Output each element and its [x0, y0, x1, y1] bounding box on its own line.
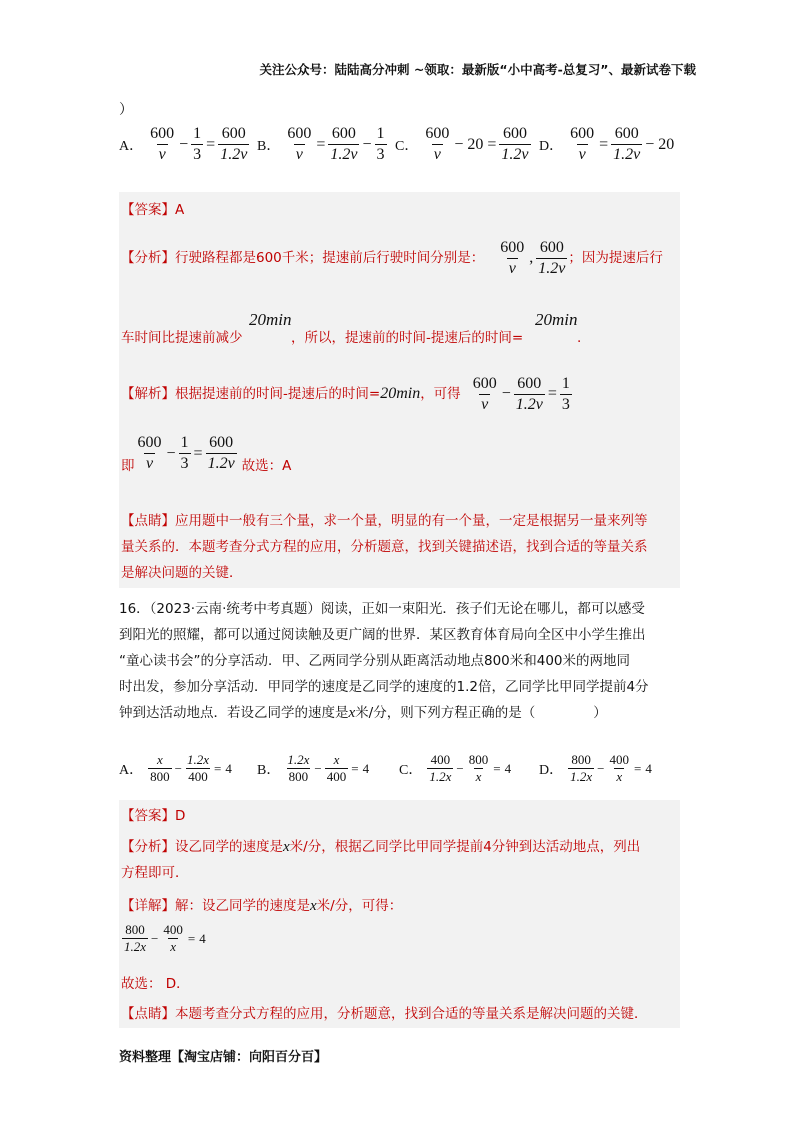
- q15-jiexi-line: 【解析】 根据提速前的时间-提速后的时间= 20min ，可得 $\frac{600}{v}$ − $\frac{600}{1.2v}$ = $\frac{1}{3}$: [121, 374, 570, 413]
- q16-guxuan: 故选： D．: [121, 976, 190, 992]
- q15-ji-line: 即 $\frac{600}{v}$ − $\frac{1}{3}$ = $\frac{600}{1.2v}$ 故选：A: [121, 434, 292, 474]
- q16-option-b: B． $\frac{1.2x}{800}$ − $\frac{x}{400}$ = 4: [257, 752, 370, 784]
- q15-option-b: B． $\frac{600}{v}$ = $\frac{600}{1.2v}$ − $\frac{1}{3}$: [257, 125, 385, 163]
- question-paren-close: ）: [119, 102, 133, 118]
- q16-stem: 16．（2023·云南·统考中考真题）阅读，正如一束阳光．孩子们无论在哪儿，都可以感受 到阳光的照耀，都可以通过阅读触及更广阔的世界．某区教育体育局向全区中小学生推出 “童心读书会”的分享活动．甲、乙两同学分别从距离活动地点800米和400米的两地同 时出发，参加分享活动．甲同学的速度是乙同学的速度的1.2倍，乙同学比甲同学提前4分 钟到达活动地点．若设乙同学的速度是x米/分，则下列方程正确的是（ ）: [119, 601, 649, 721]
- q16-answer: 【答案】D: [121, 808, 186, 824]
- q16-analysis: 【分析】设乙同学的速度是x米/分，根据乙同学比甲同学提前4分钟到达活动地点，列出 方程即可．: [121, 839, 641, 881]
- q16-equation: $\frac{800}{1.2x}$ − $\frac{400}{x}$ = 4: [124, 922, 206, 954]
- q16-detail: 【详解】解：设乙同学的速度是x米/分，可得：: [121, 898, 403, 914]
- q15-option-c: C． $\frac{600}{v}$ − 20 = $\frac{600}{1.2v}$: [395, 125, 529, 163]
- q16-option-d: D． $\frac{800}{1.2x}$ − $\frac{400}{x}$ = 4: [539, 752, 652, 784]
- q16-option-a: A． $\frac{x}{800}$ − $\frac{1.2x}{400}$ = 4: [119, 752, 232, 784]
- q15-analysis-line1: 【分析】 行驶路程都是600千米；提速前后行驶时间分别是： $\frac{600}{v}$ , $\frac{600}{1.2v}$ ；因为提速后行: [121, 238, 663, 277]
- page-footer: 资料整理【淘宝店铺：向阳百分百】: [119, 1050, 328, 1065]
- q15-option-a: A． $\frac{600}{v}$ − $\frac{1}{3}$ = $\frac{600}{1.2v}$: [119, 125, 248, 163]
- page-header: 关注公众号：陆陆高分冲刺 ~领取：最新版“小中高考-总复习”、最新试卷下载: [259, 62, 696, 77]
- q15-option-d: D． $\frac{600}{v}$ = $\frac{600}{1.2v}$ − 20: [539, 125, 675, 163]
- q16-option-c: C． $\frac{400}{1.2x}$ − $\frac{800}{x}$ = 4: [399, 752, 512, 784]
- q15-answer: 【答案】A: [121, 202, 185, 218]
- q15-dianjing: 【点睛】应用题中一般有三个量，求一个量，明显的有一个量，一定是根据另一量来列等 量关系的．本题考查分式方程的应用，分析题意，找到关键描述语，找到合适的等量关系 是解决问题的关键．: [121, 513, 648, 581]
- q16-dianjing: 【点睛】本题考查分式方程的应用，分析题意，找到合适的等量关系是解决问题的关键．: [121, 1006, 648, 1022]
